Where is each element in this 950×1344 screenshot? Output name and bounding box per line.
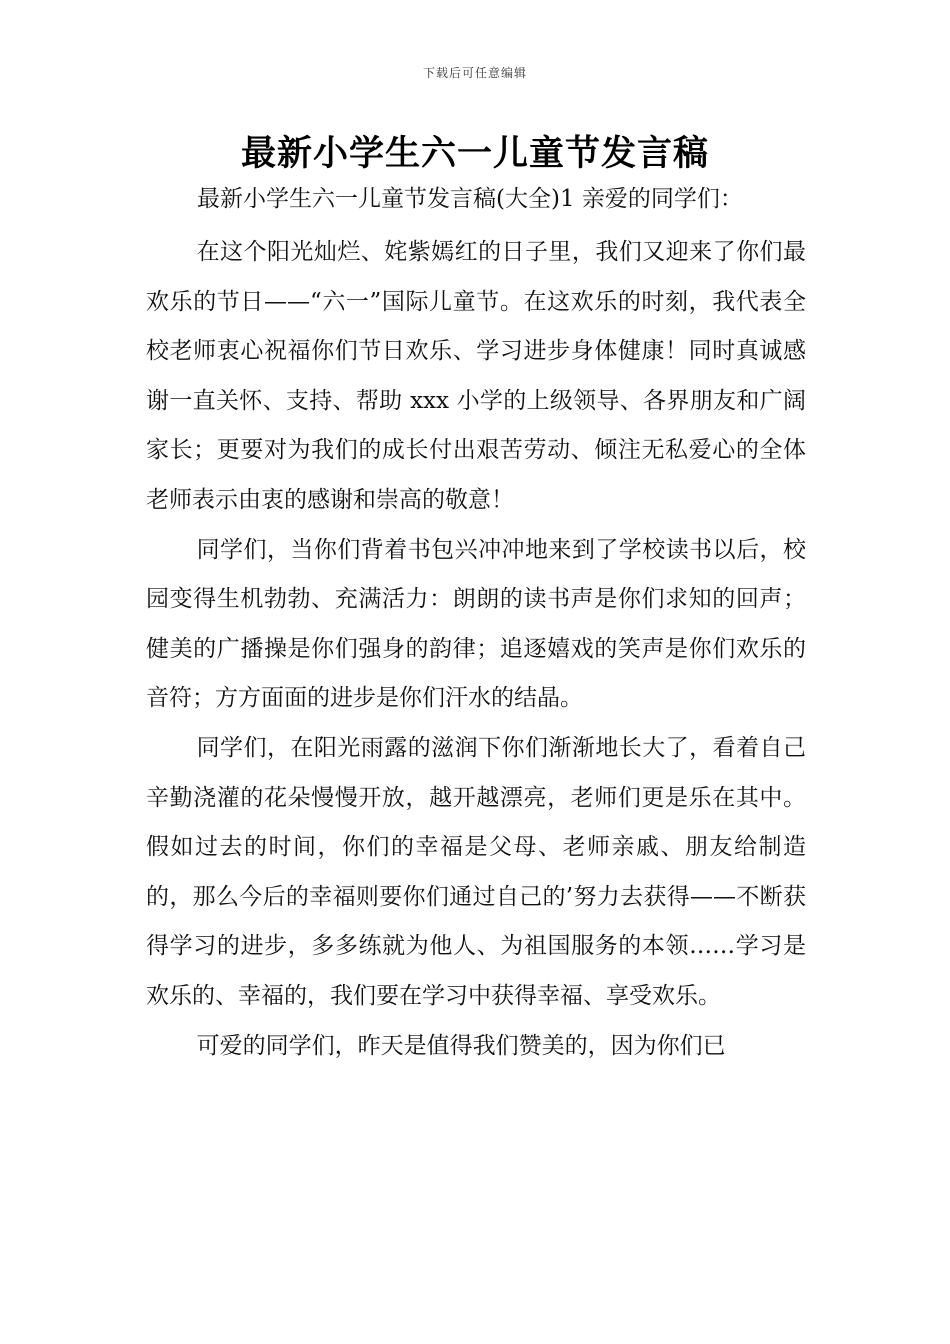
document-subtitle: 最新小学生六一儿童节发言稿(大全)1 亲爱的同学们： <box>197 186 743 212</box>
paragraph: 可爱的同学们，昨天是值得我们赞美的，因为你们已 <box>196 1032 726 1059</box>
paragraph: 在这个阳光灿烂、姹紫嫣红的日子里，我们又迎来了你们最欢乐的节日——“六一”国际儿童节。在这欢乐的时刻，我代表全校老师衷心祝福你们节日欢乐、学习进步身体健康！同时真诚感谢一直关怀、支持、帮助 xxx 小学的上级领导、各界朋友和广阔家长；更要对为我们的成长付出艰苦劳动、倾注无私爱心的全体老师表示由衷的感谢和崇高的敬意！ <box>146 239 806 513</box>
paragraph: 同学们，在阳光雨露的滋润下你们渐渐地长大了，看着自己辛勤浇灌的花朵慢慢开放，越开越漂亮，老师们更是乐在其中。假如过去的时间，你们的幸福是父母、老师亲戚、朋友给制造的，那么今后的幸福则要你们通过自己的’努力去获得——不断获得学习的进步，多多练就为他人、为祖国服务的本领……学习是欢乐的、幸福的，我们要在学习中获得幸福、享受欢乐。 <box>146 734 806 1009</box>
paragraph: 同学们，当你们背着书包兴冲冲地来到了学校读书以后，校园变得生机勃勃、充满活力：朗朗的读书声是你们求知的回声；健美的广播操是你们强身的韵律；追逐嬉戏的笑声是你们欢乐的音符；方方面面的进步是你们汗水的结晶。 <box>146 536 806 712</box>
document-title: 最新小学生六一儿童节发言稿 <box>240 134 709 174</box>
header-note: 下载后可任意编辑 <box>422 66 527 80</box>
document-body <box>146 228 806 1071</box>
